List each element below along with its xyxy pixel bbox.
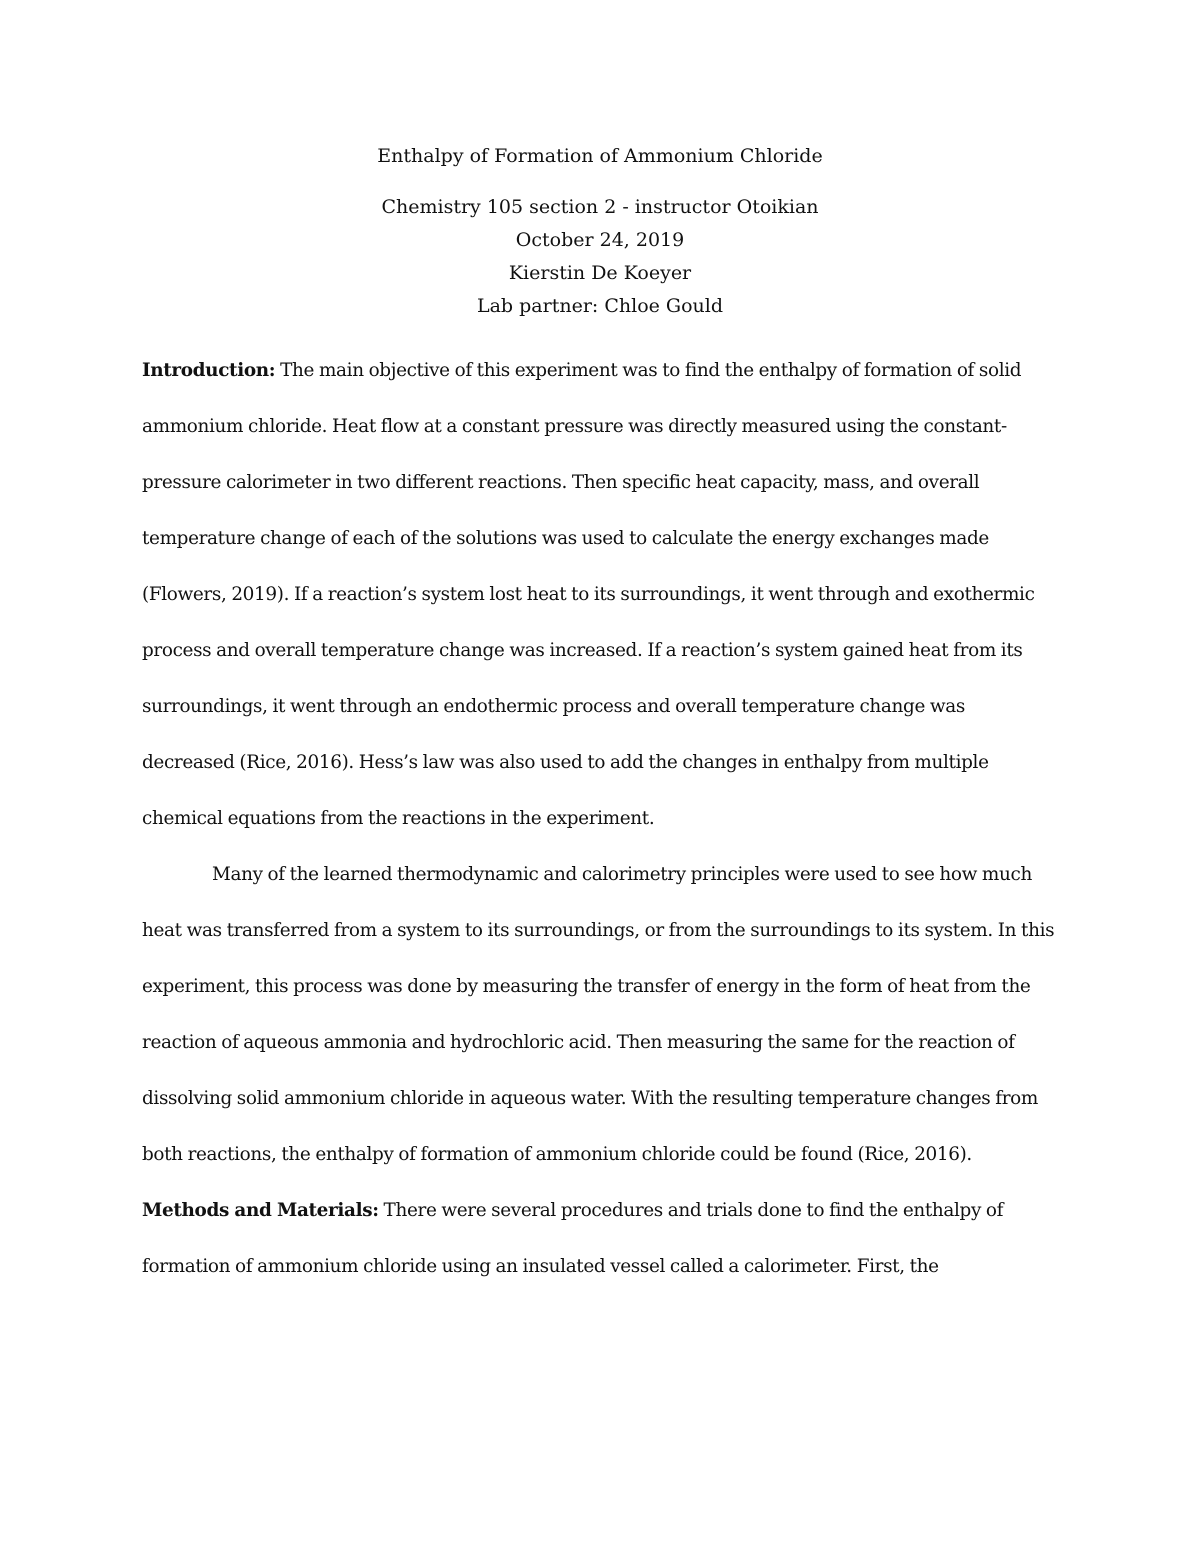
author-line: Kierstin De Koeyer xyxy=(508,262,692,284)
introduction-paragraph-2: Many of the learned thermodynamic and calorimetry principles were used to see how much heat was transferred from a system to its surroundings, or from the surroundings to its system. In this experiment, this process was done by measuring the transfer of energy in the form of heat from the reaction of aqueous ammonia and hydrochloric acid. Then measuring the same for the reaction of dissolving solid ammonium chloride in aqueous water. With the resulting temperature changes from both reactions, the enthalpy of formation of ammonium chloride could be found (Rice, 2016). xyxy=(142,864,1055,1165)
date-line: October 24, 2019 xyxy=(515,229,685,251)
introduction-text: The main objective of this experiment was to find the enthalpy of formation of solid ammonium chloride. Heat flow at a constant pressure was directly measured using the constant-pressure calorimeter in two different reactions. Then specific heat capacity, mass, and overall temperature change of each of the solutions was used to calculate the energy exchanges made (Flowers, 2019). If a reaction’s system lost heat to its surroundings, it went through and exothermic process and overall temperature change was increased. If a reaction’s system gained heat from its surroundings, it went through an endothermic process and overall temperature change was decreased (Rice, 2016). Hess’s law was also used to add the changes in enthalpy from multiple chemical equations from the reactions in the experiment. xyxy=(142,360,1035,829)
methods-heading: Methods and Materials: xyxy=(142,1200,379,1221)
document-body xyxy=(142,343,1058,1295)
lab-partner-line: Lab partner: Chloe Gould xyxy=(476,295,724,317)
document-title: Enthalpy of Formation of Ammonium Chloride xyxy=(377,145,823,167)
methods-text: There were several procedures and trials done to find the enthalpy of formation of ammonium chloride using an insulated vessel called a calorimeter. First, the xyxy=(142,1200,1004,1277)
document-header xyxy=(142,140,1058,323)
introduction-heading: Introduction: xyxy=(142,360,276,381)
document-page xyxy=(142,140,1058,1295)
methods-paragraph xyxy=(142,1183,1058,1295)
course-line: Chemistry 105 section 2 - instructor Otoikian xyxy=(381,196,819,218)
introduction-paragraph xyxy=(142,343,1058,847)
